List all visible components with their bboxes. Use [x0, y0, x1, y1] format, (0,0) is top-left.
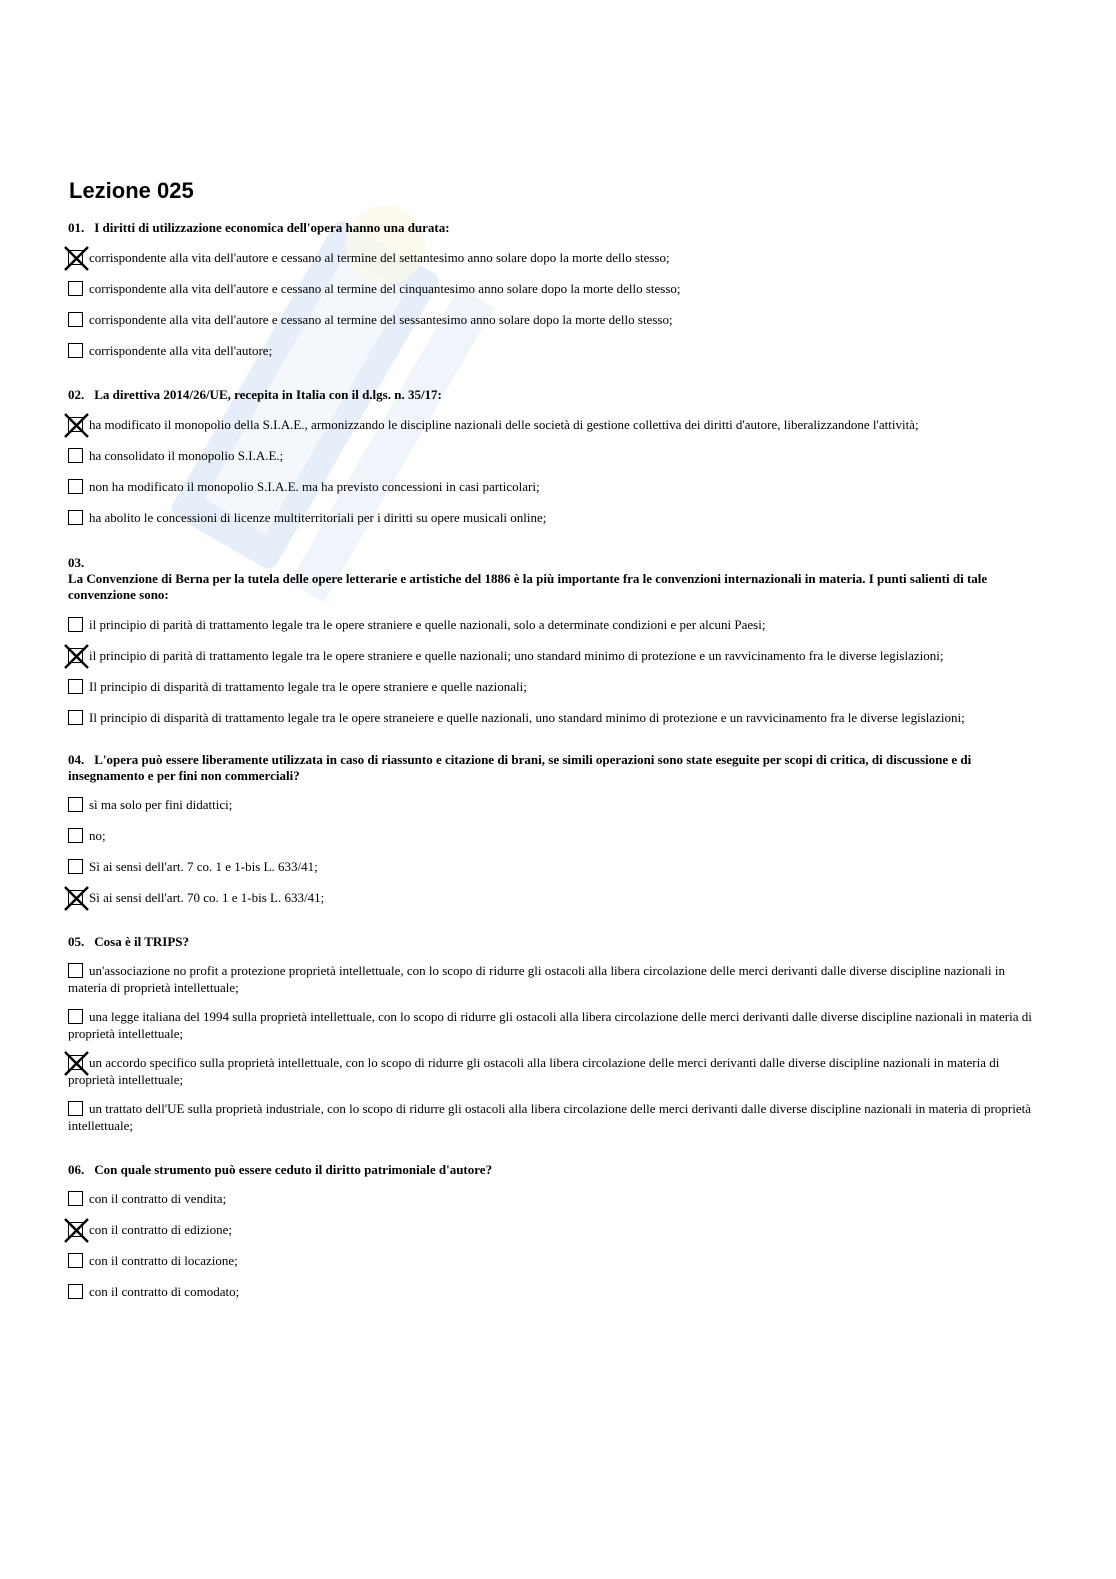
answer-option[interactable] [68, 616, 1038, 633]
question-text: L'opera può essere liberamente utilizzata in caso di riassunto e citazione di brani, se simili operazioni sono state eseguite per scopi di critica, di discussione e di insegnamento e per fini non commerciali? [68, 752, 972, 783]
question-3 [68, 555, 1038, 726]
page-title: Lezione 025 [69, 178, 194, 203]
checkbox[interactable] [68, 312, 83, 327]
checkbox[interactable] [68, 648, 83, 663]
check-cross-icon [63, 885, 90, 912]
checkbox[interactable] [68, 417, 83, 432]
checkbox[interactable] [68, 1253, 83, 1268]
answer-option[interactable] [68, 678, 1038, 695]
answer-option[interactable] [68, 1252, 1038, 1269]
checkbox[interactable] [68, 859, 83, 874]
option-text: con il contratto di vendita; [89, 1191, 227, 1206]
checkbox[interactable] [68, 797, 83, 812]
question-heading [68, 752, 1038, 784]
answer-option[interactable] [68, 1100, 1038, 1134]
answer-option[interactable] [68, 647, 1038, 664]
answer-option[interactable] [68, 1008, 1038, 1042]
option-text: il principio di parità di trattamento legale tra le opere straniere e quelle nazionali, solo a determinate condizioni e per alcuni Paesi; [89, 617, 766, 632]
question-heading [68, 387, 1038, 403]
option-text: no; [89, 828, 106, 843]
option-text: il principio di parità di trattamento legale tra le opere straniere e quelle nazionali; uno standard minimo di protezione e un ravvicinamento fra le diverse legislazioni; [89, 648, 944, 663]
question-text: La Convenzione di Berna per la tutela delle opere letterarie e artistiche del 1886 è la più importante fra le convenzioni internazionali in materia. I punti salienti di tale convenzione sono: [68, 571, 988, 602]
checkbox[interactable] [68, 828, 83, 843]
checkbox[interactable] [68, 1284, 83, 1299]
question-5 [68, 934, 1038, 1134]
checkbox[interactable] [68, 479, 83, 494]
option-text: corrispondente alla vita dell'autore; [89, 343, 273, 358]
option-text: sì ma solo per fini didattici; [89, 797, 233, 812]
checkbox[interactable] [68, 250, 83, 265]
option-text: un accordo specifico sulla proprietà intellettuale, con lo scopo di ridurre gli ostacoli alla libera circolazione delle merci derivanti dalle diverse discipline nazionali in materia di proprietà intellettuale; [68, 1055, 1000, 1087]
checkbox[interactable] [68, 1055, 83, 1070]
question-text: Con quale strumento può essere ceduto il diritto patrimoniale d'autore? [94, 1162, 493, 1177]
question-number: 04. [68, 752, 85, 767]
option-text: ha modificato il monopolio della S.I.A.E., armonizzando le discipline nazionali delle società di gestione collettiva dei diritti d'autore, liberalizzandone l'attività; [89, 417, 919, 432]
question-6 [68, 1162, 1038, 1300]
checkbox[interactable] [68, 1009, 83, 1024]
answer-option[interactable] [68, 962, 1038, 996]
answer-option[interactable] [68, 416, 1038, 433]
answer-option[interactable] [68, 311, 1038, 328]
answer-option[interactable] [68, 509, 1038, 526]
option-text: ha consolidato il monopolio S.I.A.E.; [89, 448, 284, 463]
checkbox[interactable] [68, 510, 83, 525]
check-cross-icon [63, 1217, 90, 1244]
checkbox[interactable] [68, 890, 83, 905]
option-text: con il contratto di comodato; [89, 1284, 240, 1299]
check-cross-icon [63, 1050, 90, 1077]
answer-option[interactable] [68, 447, 1038, 464]
option-text: un trattato dell'UE sulla proprietà industriale, con lo scopo di ridurre gli ostacoli alla libera circolazione delle merci derivanti dalle diverse discipline nazionali in materia di proprietà intellettuale; [68, 1101, 1031, 1133]
question-heading [68, 1162, 1038, 1178]
question-number: 05. [68, 934, 85, 949]
checkbox[interactable] [68, 448, 83, 463]
answer-option[interactable] [68, 827, 1038, 844]
question-heading [68, 934, 1038, 950]
answer-option[interactable] [68, 342, 1038, 359]
question-number: 02. [68, 387, 85, 402]
answer-option[interactable] [68, 1221, 1038, 1238]
option-text: Sì ai sensi dell'art. 7 co. 1 e 1-bis L. 633/41; [89, 859, 318, 874]
question-2 [68, 387, 1038, 526]
answer-option[interactable] [68, 1054, 1038, 1088]
checkbox[interactable] [68, 1101, 83, 1116]
question-heading [68, 555, 1038, 603]
check-cross-icon [63, 245, 90, 272]
question-text: I diritti di utilizzazione economica dell'opera hanno una durata: [94, 220, 450, 235]
check-cross-icon [63, 412, 90, 439]
question-number: 06. [68, 1162, 85, 1177]
answer-option[interactable] [68, 796, 1038, 813]
option-text: una legge italiana del 1994 sulla proprietà intellettuale, con lo scopo di ridurre gli ostacoli alla libera circolazione delle merci derivanti dalle diverse discipline nazionali in materia di proprietà intellettuale; [68, 1009, 1032, 1041]
question-text: La direttiva 2014/26/UE, recepita in Italia con il d.lgs. n. 35/17: [94, 387, 442, 402]
question-4 [68, 752, 1038, 906]
checkbox[interactable] [68, 1191, 83, 1206]
answer-option[interactable] [68, 1283, 1038, 1300]
question-heading [68, 220, 1038, 236]
option-text: Il principio di disparità di trattamento legale tra le opere straniere e quelle nazionali; [89, 679, 527, 694]
option-text: corrispondente alla vita dell'autore e cessano al termine del settantesimo anno solare dopo la morte dello stesso; [89, 250, 670, 265]
checkbox[interactable] [68, 617, 83, 632]
checkbox[interactable] [68, 281, 83, 296]
option-text: corrispondente alla vita dell'autore e cessano al termine del sessantesimo anno solare dopo la morte dello stesso; [89, 312, 673, 327]
question-number: 01. [68, 220, 85, 235]
option-text: corrispondente alla vita dell'autore e cessano al termine del cinquantesimo anno solare dopo la morte dello stesso; [89, 281, 681, 296]
checkbox[interactable] [68, 679, 83, 694]
option-text: con il contratto di edizione; [89, 1222, 232, 1237]
option-text: un'associazione no profit a protezione proprietà intellettuale, con lo scopo di ridurre gli ostacoli alla libera circolazione delle merci derivanti dalle diverse discipline nazionali in materia di proprietà intellettuale; [68, 963, 1005, 995]
question-1 [68, 220, 1038, 359]
option-text: con il contratto di locazione; [89, 1253, 238, 1268]
option-text: ha abolito le concessioni di licenze multiterritoriali per i diritti su opere musicali online; [89, 510, 547, 525]
checkbox[interactable] [68, 343, 83, 358]
option-text: Sì ai sensi dell'art. 70 co. 1 e 1-bis L. 633/41; [89, 890, 325, 905]
checkbox[interactable] [68, 710, 83, 725]
checkbox[interactable] [68, 1222, 83, 1237]
checkbox[interactable] [68, 963, 83, 978]
answer-option[interactable] [68, 858, 1038, 875]
question-text: Cosa è il TRIPS? [94, 934, 189, 949]
option-text: Il principio di disparità di trattamento legale tra le opere straneiere e quelle nazionali, uno standard minimo di protezione e un ravvicinamento fra le diverse legislazioni; [89, 710, 965, 725]
answer-option[interactable] [68, 709, 1038, 726]
question-number: 03. [68, 555, 85, 570]
answer-option[interactable] [68, 889, 1038, 906]
option-text: non ha modificato il monopolio S.I.A.E. ma ha previsto concessioni in casi particolari; [89, 479, 540, 494]
answer-option[interactable] [68, 478, 1038, 495]
answer-option[interactable] [68, 1190, 1038, 1207]
answer-option[interactable] [68, 280, 1038, 297]
check-cross-icon [63, 643, 90, 670]
answer-option[interactable] [68, 249, 1038, 266]
